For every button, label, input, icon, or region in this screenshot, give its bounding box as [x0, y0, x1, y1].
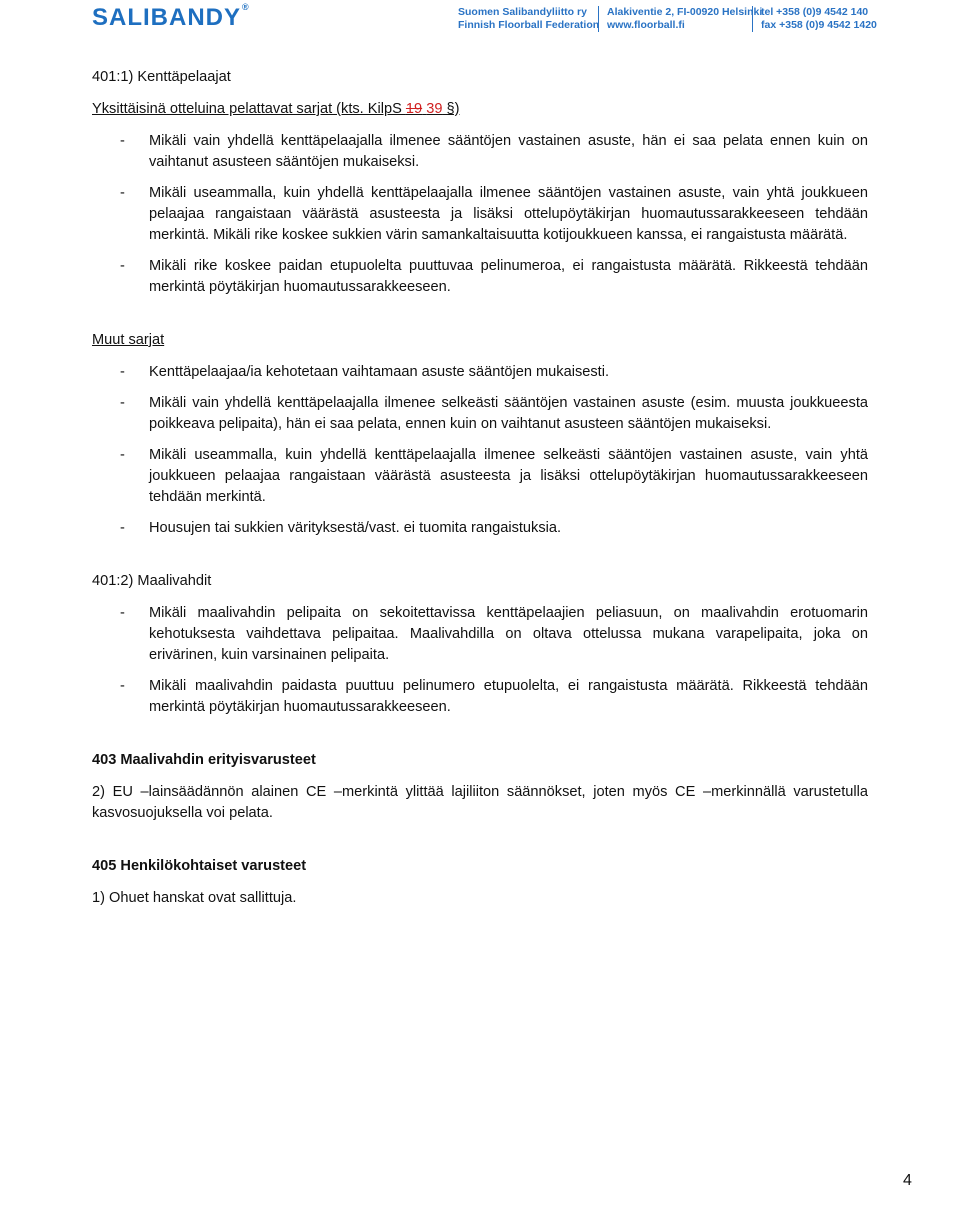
list-other-series: [92, 362, 868, 539]
list-item: - Housujen tai sukkien värityksestä/vast. ei tuomita rangaistuksia.: [120, 520, 562, 536]
section-403-text: 2) EU –lainsäädännön alainen CE –merkintä ylittää lajiliiton säännökset, joten myös CE –merkinnällä varustetulla kasvosuojuksella voi pelata.: [92, 784, 868, 821]
federation-name: Suomen Salibandyliitto ry Finnish Floorball Federation: [458, 6, 600, 31]
list-item: - Mikäli vain yhdellä kenttäpelaajalla ilmenee selkeästi sääntöjen vastainen asuste (esim. muusta joukkueesta poikkeava pelipaita), hän ei saa pelata, ennen kuin on vaihtanut asusteen sääntöjen mukaiseksi.: [120, 395, 868, 432]
document-body: [92, 67, 868, 909]
list-item: - Mikäli maalivahdin paidasta puuttuu pelinumero etupuolelta, ei rangaistusta määrätä. Rikkeestä tehdään merkintä pöytäkirjan huomautussarakkeeseen.: [120, 678, 868, 715]
letterhead: [0, 0, 960, 40]
list-single-games: [92, 131, 868, 298]
list-item: - Mikäli rike koskee paidan etupuolelta puuttuvaa pelinumeroa, ei rangaistusta määrätä. Rikkeestä tehdään merkintä pöytäkirjan huomautussarakkeeseen.: [120, 258, 868, 295]
section-heading-405: 405 Henkilökohtaiset varusteet: [92, 858, 307, 874]
list-item: - Mikäli useammalla, kuin yhdellä kenttäpelaajalla ilmenee sääntöjen vastainen asuste, vain yhtä joukkueen pelaajaa rangaistaan väärästä asusteesta ja lisäksi ottelupöytäkirjan huomautussarakkeeseen tehdään merkintä. Mikäli rike koskee sukkien värin samankaltaisuutta kotijoukkueen kanssa, ei rangaistusta määrätä.: [120, 185, 868, 243]
section-405-text: 1) Ohuet hanskat ovat sallittuja.: [92, 890, 297, 906]
list-item: - Mikäli useammalla, kuin yhdellä kenttäpelaajalla ilmenee selkeästi sääntöjen vastainen asuste, vain yhtä joukkueen pelaajaa rangaistaan väärästä asusteesta ja lisäksi ottelupöytäkirjan huomautussarakkeeseen tehdään merkintä.: [120, 447, 868, 505]
subheading-other-series: Muut sarjat: [92, 332, 165, 348]
section-heading-401-1: 401:1) Kenttäpelaajat: [92, 69, 231, 85]
section-heading-401-2: 401:2) Maalivahdit: [92, 573, 212, 589]
section-heading-403: 403 Maalivahdin erityisvarusteet: [92, 752, 316, 768]
federation-address: Alakiventie 2, FI-00920 Helsinki www.floorball.fi: [598, 6, 762, 32]
list-item: - Kenttäpelaajaa/ia kehotetaan vaihtamaan asuste sääntöjen mukaisesti.: [120, 364, 610, 380]
list-item: - Mikäli vain yhdellä kenttäpelaajalla ilmenee sääntöjen vastainen asuste, hän ei saa pelata ennen kuin on vaihtanut asusteen sääntöjen mukaiseksi.: [120, 133, 868, 170]
list-item: - Mikäli maalivahdin pelipaita on sekoitettavissa kenttäpelaajien peliasuun, on maalivahdin erotuomarin kehotuksesta vaihdettava pelipaitaa. Maalivahdilla on oltava ottelussa mukana varapelipaita, joka on erivärinen, kuin varsinainen pelipaita.: [120, 605, 868, 663]
federation-phone: tel +358 (0)9 4542 140 fax +358 (0)9 4542 1420: [752, 6, 877, 32]
list-goalkeepers: [92, 603, 868, 718]
subheading-single-games: Yksittäisinä otteluina pelattavat sarjat (kts. KilpS 19 39 §): [92, 101, 460, 117]
inserted-reference: 39: [426, 101, 443, 117]
struck-reference: 19: [405, 101, 423, 117]
page-number: 4: [903, 1172, 912, 1189]
salibandy-logo: SALIBANDY®: [92, 2, 250, 31]
